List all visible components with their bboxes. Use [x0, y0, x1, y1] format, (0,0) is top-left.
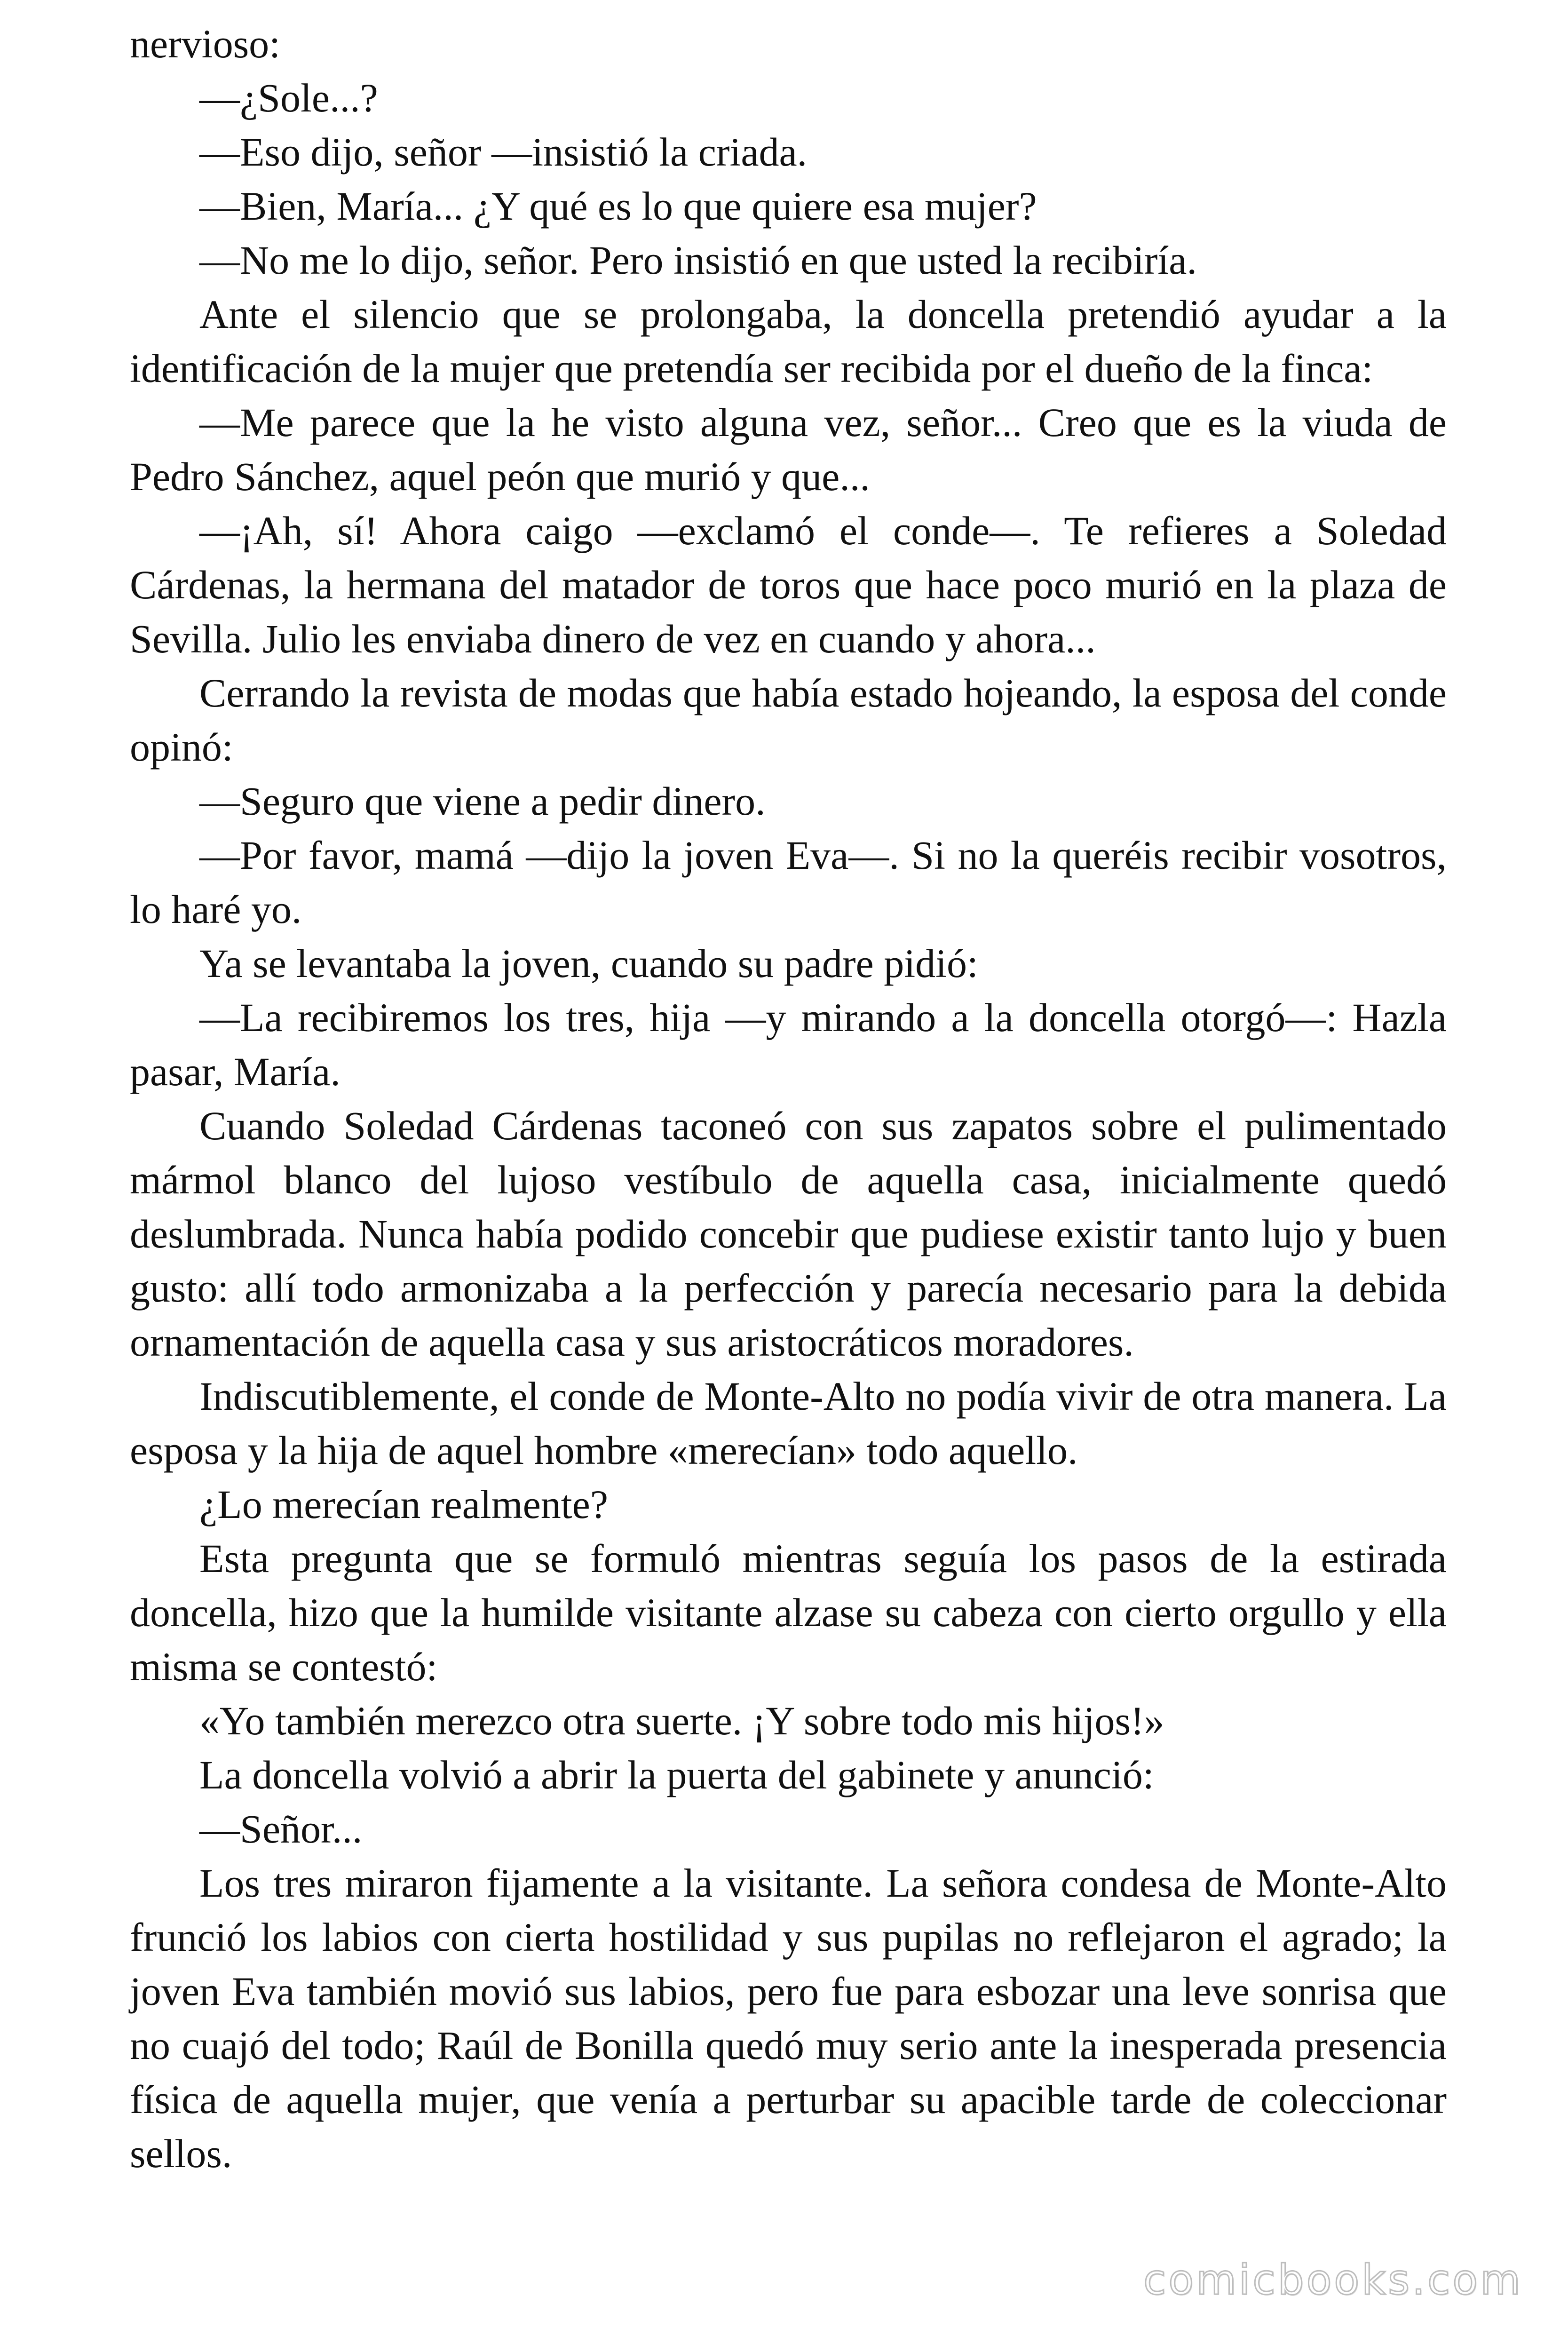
paragraph: —¡Ah, sí! Ahora caigo —exclamó el conde—. Te refieres a Soledad Cárdenas, la hermana del matador de toros que hace poco murió en la plaza de Sevilla. Julio les enviaba dinero de vez en cuando y ahora... [130, 508, 1447, 661]
paragraph: —¿Sole...? [199, 75, 378, 120]
paragraph: Cerrando la revista de modas que había estado hojeando, la esposa del conde opinó: [130, 670, 1447, 770]
page-body [130, 17, 1447, 2181]
paragraph: Esta pregunta que se formuló mientras seguía los pasos de la estirada doncella, hizo que la humilde visitante alzase su cabeza con cierto orgullo y ella misma se contestó: [130, 1536, 1447, 1689]
paragraph: —Eso dijo, señor —insistió la criada. [199, 129, 808, 175]
paragraph: Ante el silencio que se prolongaba, la doncella pretendió ayudar a la identificación de la mujer que pretendía ser recibida por el dueño de la finca: [130, 292, 1447, 391]
paragraph: nervioso: [130, 21, 281, 66]
paragraph: Los tres miraron fijamente a la visitante. La señora condesa de Monte-Alto frunció los labios con cierta hostilidad y sus pupilas no reflejaron el agrado; la joven Eva también movió sus labios, pero fue para esbozar una leve sonrisa que no cuajó del todo; Raúl de Bonilla quedó muy serio ante la inesperada presencia física de aquella mujer, que venía a perturbar su apacible tarde de coleccionar sellos. [130, 1860, 1447, 2176]
paragraph: «Yo también merezco otra suerte. ¡Y sobre todo mis hijos!» [199, 1698, 1164, 1743]
paragraph: Ya se levantaba la joven, cuando su padre pidió: [199, 941, 978, 986]
paragraph: —Bien, María... ¿Y qué es lo que quiere esa mujer? [199, 183, 1037, 229]
paragraph: —Seguro que viene a pedir dinero. [199, 779, 766, 824]
paragraph: —No me lo dijo, señor. Pero insistió en que usted la recibiría. [199, 238, 1197, 283]
paragraph: La doncella volvió a abrir la puerta del gabinete y anunció: [199, 1752, 1154, 1797]
watermark: comicbooks.com [1143, 2256, 1523, 2304]
paragraph: Indiscutiblemente, el conde de Monte-Alto no podía vivir de otra manera. La esposa y la hija de aquel hombre «merecían» todo aquello. [130, 1374, 1447, 1473]
paragraph: —La recibiremos los tres, hija —y mirando a la doncella otorgó—: Hazla pasar, María. [130, 995, 1447, 1094]
paragraph: ¿Lo merecían realmente? [199, 1482, 608, 1527]
paragraph: Cuando Soledad Cárdenas taconeó con sus zapatos sobre el pulimentado mármol blanco del lujoso vestíbulo de aquella casa, inicialmente quedó deslumbrada. Nunca había podido concebir que pudiese existir tanto lujo y buen gusto: allí todo armonizaba a la perfección y parecía necesario para la debida ornamentación de aquella casa y sus aristocráticos moradores. [130, 1103, 1447, 1365]
paragraph: —Me parece que la he visto alguna vez, señor... Creo que es la viuda de Pedro Sánchez, aquel peón que murió y que... [130, 400, 1447, 499]
paragraph: —Señor... [199, 1806, 363, 1851]
paragraph: —Por favor, mamá —dijo la joven Eva—. Si no la queréis recibir vosotros, lo haré yo. [130, 833, 1447, 932]
